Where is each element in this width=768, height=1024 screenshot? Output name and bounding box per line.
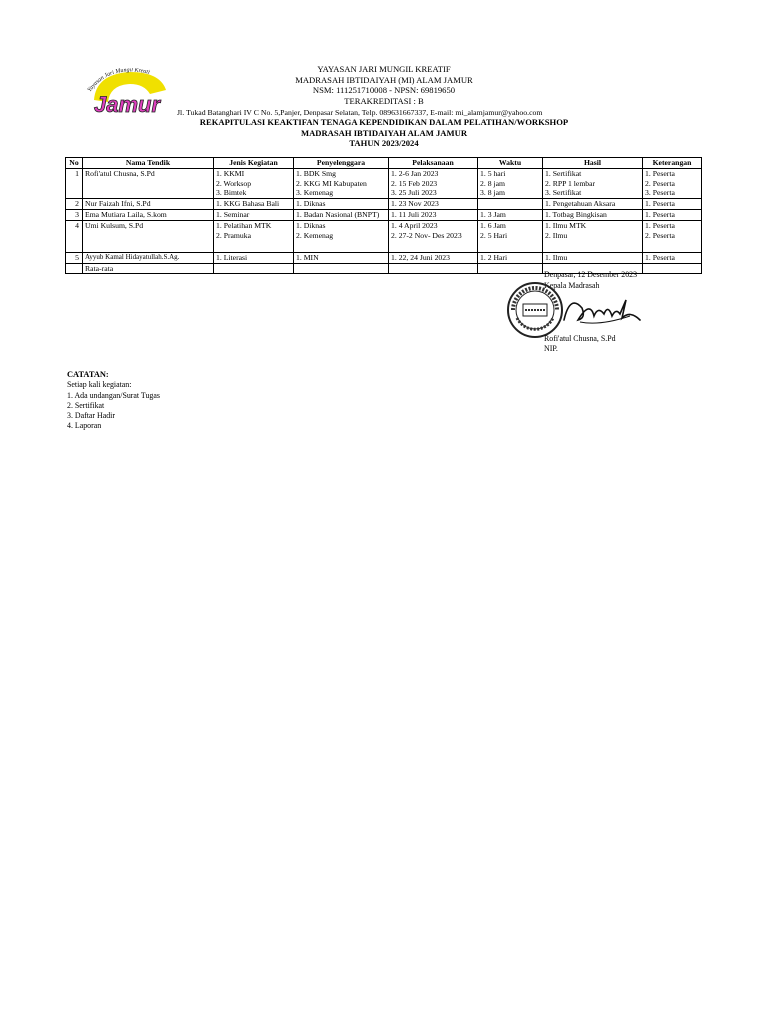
logo-word: Jamur [94, 92, 161, 117]
table-header-row [66, 158, 702, 169]
col-nama-tendik: Nama Tendik [83, 158, 214, 169]
school-address: Jl. Tukad Batanghari IV C No. 5,Panjer, Denpasar Selatan, Telp. 089631667337, E-mail: mi_alamjamur@yahoo.com [177, 108, 543, 117]
col-hasil: Hasil [543, 158, 643, 169]
cell: 3. Bimtek [214, 188, 294, 198]
school-stamp-icon [505, 280, 565, 340]
col-no: No [66, 158, 83, 169]
table-row [66, 168, 702, 178]
cell [478, 240, 543, 252]
cell [643, 263, 702, 274]
cell: 2. 5 Hari [478, 231, 543, 241]
accreditation: TERAKREDITASI : B [344, 95, 424, 106]
cell: 2. Pramuka [214, 231, 294, 241]
list-item: 2. Sertifikat [67, 400, 105, 410]
sign-role: Kepala Madrasah [544, 281, 600, 290]
cell [66, 188, 83, 198]
cell: 1. Literasi [214, 252, 294, 263]
cell: 2. Peserta [643, 231, 702, 241]
cell [66, 263, 83, 274]
cell: 1. 22, 24 Juni 2023 [389, 252, 478, 263]
foundation-name: YAYASAN JARI MUNGIL KREATIF [317, 64, 451, 74]
cell: 1. Peserta [643, 199, 702, 210]
cell: 1. Peserta [643, 209, 702, 220]
cell: 2 [66, 199, 83, 210]
cell: 2. 27-2 Nov- Des 2023 [389, 231, 478, 241]
cell: 1. Ilmu [543, 252, 643, 263]
cell: 1. 2-6 Jan 2023 [389, 168, 478, 178]
school-name: MADRASAH IBTIDAIYAH (MI) ALAM JAMUR [295, 74, 473, 85]
cell [83, 179, 214, 189]
cell: 1. BDK Smg [294, 168, 389, 178]
letterhead [0, 64, 768, 106]
cell: 1. 2 Hari [478, 252, 543, 263]
cell: 2. Peserta [643, 179, 702, 189]
cell: 2. KKG MI Kabupaten [294, 179, 389, 189]
cell [214, 240, 294, 252]
table-row [66, 209, 702, 220]
cell: 5 [66, 252, 83, 263]
cell: 2. Worksop [214, 179, 294, 189]
cell: 2. Ilmu [543, 231, 643, 241]
cell [389, 240, 478, 252]
cell: 1. MIN [294, 252, 389, 263]
cell: 1. Pengetahuan Aksara [543, 199, 643, 210]
sign-name: Rofi'atul Chusna, S.Pd [544, 334, 616, 343]
cell: 1. KKMI [214, 168, 294, 178]
cell: 1. 23 Nov 2023 [389, 199, 478, 210]
notes-section [67, 370, 160, 432]
notes-title: CATATAN: [67, 370, 109, 379]
cell: 1 [66, 168, 83, 178]
cell [83, 188, 214, 198]
cell [83, 240, 214, 252]
cell: 3. 25 Juli 2023 [389, 188, 478, 198]
cell: 1. 3 Jam [478, 209, 543, 220]
cell: 1. KKG Bahasa Bali [214, 199, 294, 210]
table-row [66, 252, 702, 263]
table-row [66, 179, 702, 189]
col-waktu: Waktu [478, 158, 543, 169]
cell [214, 263, 294, 274]
logo-arc-text: Yayasan Jari Mungil Kreati [86, 68, 151, 94]
col-penyelenggara: Penyelenggara [294, 158, 389, 169]
sign-place-date: Denpasar, 12 Desember 2023 [544, 270, 638, 279]
cell: 1. 4 April 2023 [389, 220, 478, 230]
cell [389, 263, 478, 274]
cell: 1. 11 Juli 2023 [389, 209, 478, 220]
cell: 1. Seminar [214, 209, 294, 220]
cell: Nur Faizah Ifni, S.Pd [83, 199, 214, 210]
cell: 2. 15 Feb 2023 [389, 179, 478, 189]
col-jenis-kegiatan: Jenis Kegiatan [214, 158, 294, 169]
cell [294, 240, 389, 252]
title-line-2: MADRASAH IBTIDAIYAH ALAM JAMUR [300, 127, 468, 138]
col-pelaksanaan: Pelaksanaan [389, 158, 478, 169]
cell: 2. 8 jam [478, 179, 543, 189]
cell: 1. Peserta [643, 168, 702, 178]
cell: 3. Sertifikat [543, 188, 643, 198]
cell: Ema Mutiara Laila, S.kom [83, 209, 214, 220]
table-row [66, 188, 702, 198]
cell: 3. Kemenag [294, 188, 389, 198]
title-line-1: REKAPITULASI KEAKTIFAN TENAGA KEPENDIDIKAN DALAM PELATIHAN/WORKSHOP [199, 117, 569, 127]
list-item: 3. Daftar Hadir [67, 411, 115, 421]
cell: Rata-rata [83, 263, 214, 274]
cell: 4 [66, 220, 83, 230]
cell [66, 231, 83, 241]
cell: 1. Pelatihan MTK [214, 220, 294, 230]
cell [543, 240, 643, 252]
cell: 1. Totbag Bingkisan [543, 209, 643, 220]
school-ids: NSM: 111251710008 - NPSN: 69819650 [312, 85, 456, 96]
cell [66, 240, 83, 252]
document-title [0, 117, 768, 149]
cell [478, 263, 543, 274]
cell: Umi Kulsum, S.Pd [83, 220, 214, 230]
cell: 1. 6 Jam [478, 220, 543, 230]
cell: 3. 8 jam [478, 188, 543, 198]
table-row [66, 199, 702, 210]
cell: 2. RPP 1 lembar [543, 179, 643, 189]
table-row [66, 220, 702, 230]
cell: 1. 5 hari [478, 168, 543, 178]
cell: Rofi'atul Chusna, S.Pd [83, 168, 214, 178]
sign-nip: NIP. [544, 344, 558, 353]
cell [83, 231, 214, 241]
signature-icon [560, 290, 645, 332]
title-line-3: TAHUN 2023/2024 [349, 138, 419, 149]
list-item: 4. Laporan [67, 421, 102, 431]
cell: 1. Peserta [643, 220, 702, 230]
cell: 1. Badan Nasional (BNPT) [294, 209, 389, 220]
cell [478, 199, 543, 210]
cell [66, 179, 83, 189]
cell: 1. Diknas [294, 220, 389, 230]
table-row [66, 231, 702, 241]
cell [643, 240, 702, 252]
cell: Ayyub Kamal Hidayatullah.S.Ag. [83, 252, 214, 263]
recap-table [65, 157, 702, 274]
cell [294, 263, 389, 274]
cell: 1. Peserta [643, 252, 702, 263]
notes-intro: Setiap kali kegiatan: [67, 380, 132, 390]
cell: 1. Diknas [294, 199, 389, 210]
cell: 1. Sertifikat [543, 168, 643, 178]
col-keterangan: Keterangan [643, 158, 702, 169]
cell: 3 [66, 209, 83, 220]
list-item: 1. Ada undangan/Surat Tugas [67, 390, 160, 400]
cell: 1. Ilmu MTK [543, 220, 643, 230]
table-row [66, 240, 702, 252]
cell: 2. Kemenag [294, 231, 389, 241]
cell: 3. Peserta [643, 188, 702, 198]
